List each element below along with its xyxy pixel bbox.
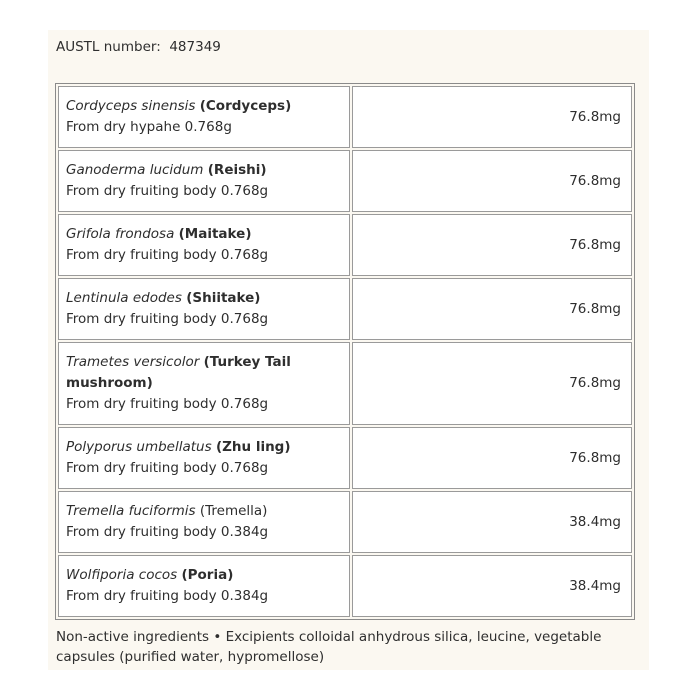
- ingredient-amount: 38.4mg: [352, 491, 632, 553]
- ingredient-latin-name: Lentinula edodes: [66, 290, 182, 306]
- ingredient-amount: 76.8mg: [352, 278, 632, 340]
- ingredient-amount: 76.8mg: [352, 427, 632, 489]
- austl-line: [56, 38, 221, 56]
- table-row: [58, 491, 632, 553]
- austl-label: AUSTL number:: [56, 39, 161, 55]
- ingredient-common-name: (Zhu ling): [215, 439, 291, 455]
- product-info-panel: [48, 30, 649, 670]
- ingredient-common-name: (Maitake): [178, 226, 252, 242]
- table-row: [58, 555, 632, 617]
- ingredient-amount: 76.8mg: [352, 150, 632, 212]
- table-row: [58, 150, 632, 212]
- ingredient-common-name: (Tremella): [199, 503, 268, 519]
- ingredient-name-cell: [58, 278, 350, 340]
- ingredient-amount: 76.8mg: [352, 342, 632, 425]
- ingredient-common-name: (Shiitake): [186, 290, 261, 306]
- ingredients-table: [55, 83, 635, 620]
- ingredient-source: From dry fruiting body 0.768g: [66, 247, 269, 263]
- ingredient-source: From dry fruiting body 0.768g: [66, 183, 269, 199]
- ingredient-amount: 76.8mg: [352, 214, 632, 276]
- ingredient-latin-name: Trametes versicolor: [66, 354, 200, 370]
- ingredients-table-body: [58, 86, 632, 617]
- ingredient-amount: 38.4mg: [352, 555, 632, 617]
- ingredient-latin-name: Grifola frondosa: [66, 226, 175, 242]
- ingredient-name-cell: [58, 86, 350, 148]
- ingredient-source: From dry fruiting body 0.768g: [66, 396, 269, 412]
- ingredient-name-cell: [58, 342, 350, 425]
- ingredient-source: From dry fruiting body 0.768g: [66, 311, 269, 327]
- ingredient-latin-name: Tremella fuciformis: [66, 503, 196, 519]
- ingredient-source: From dry hypahe 0.768g: [66, 119, 232, 135]
- ingredient-latin-name: Wolfiporia cocos: [66, 567, 178, 583]
- ingredient-amount: 76.8mg: [352, 86, 632, 148]
- table-row: [58, 214, 632, 276]
- ingredient-common-name: (Poria): [181, 567, 234, 583]
- ingredient-latin-name: Cordyceps sinensis: [66, 98, 196, 114]
- ingredient-name-cell: [58, 214, 350, 276]
- non-active-ingredients-note: Non-active ingredients • Excipients colloidal anhydrous silica, leucine, vegetable capsules (purified water, hypromellose): [56, 629, 602, 665]
- table-row: [58, 86, 632, 148]
- ingredient-name-cell: [58, 555, 350, 617]
- table-row: [58, 427, 632, 489]
- ingredient-source: From dry fruiting body 0.768g: [66, 460, 269, 476]
- ingredient-name-cell: [58, 491, 350, 553]
- austl-number: 487349: [169, 39, 221, 55]
- ingredient-source: From dry fruiting body 0.384g: [66, 524, 269, 540]
- ingredient-name-cell: [58, 150, 350, 212]
- ingredient-common-name: (Reishi): [207, 162, 267, 178]
- ingredient-source: From dry fruiting body 0.384g: [66, 588, 269, 604]
- ingredient-common-name: (Cordyceps): [199, 98, 292, 114]
- ingredient-name-cell: [58, 427, 350, 489]
- ingredient-common-name: (Turkey Tail mushroom): [66, 354, 291, 391]
- table-row: [58, 342, 632, 425]
- ingredient-latin-name: Ganoderma lucidum: [66, 162, 204, 178]
- table-row: [58, 278, 632, 340]
- ingredient-latin-name: Polyporus umbellatus: [66, 439, 212, 455]
